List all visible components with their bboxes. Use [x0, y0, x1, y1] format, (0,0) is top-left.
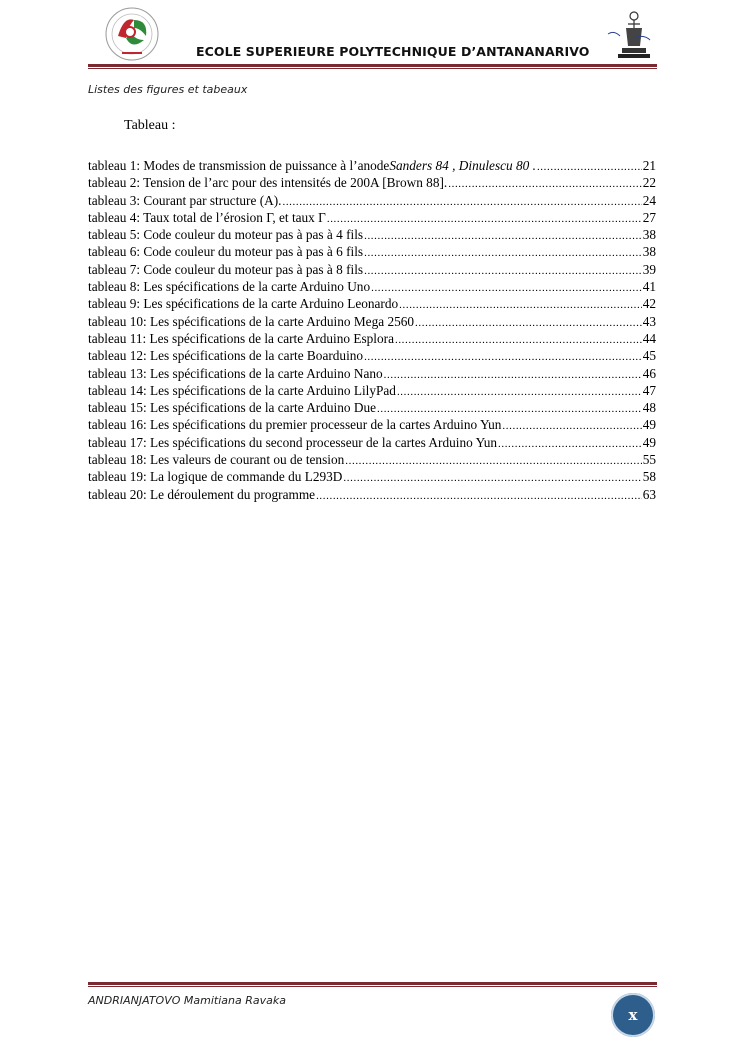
toc-entry[interactable] [88, 261, 656, 278]
toc-entry-label: tableau 2: Tension de l’arc pour des intensités de 200A [Brown 88]. [88, 175, 448, 191]
toc-leader-dots [498, 434, 642, 453]
toc-leader-dots [282, 192, 641, 211]
toc-entry-label: tableau 10: Les spécifications de la carte Arduino Mega 2560 [88, 313, 415, 329]
toc-leader-dots [364, 261, 642, 280]
toc-leader-dots [343, 468, 641, 487]
toc-leader-dots [316, 486, 642, 505]
toc-entry-label: tableau 7: Code couleur du moteur pas à pas à 8 fils [88, 261, 364, 277]
toc-leader-dots [345, 451, 641, 470]
toc-entry-label: tableau 5: Code couleur du moteur pas à pas à 4 fils [88, 227, 364, 243]
toc-entry-page: 44 [642, 330, 656, 346]
toc-entry-page: 58 [642, 469, 656, 485]
toc-entry-page: 49 [642, 417, 656, 433]
toc-entry-page: 39 [642, 261, 656, 277]
toc-leader-dots [364, 347, 642, 366]
toc-entry-label: tableau 12: Les spécifications de la carte Boarduino [88, 348, 364, 364]
toc-entry[interactable] [88, 330, 656, 347]
page-number-badge: x [611, 993, 655, 1037]
toc-entry-page: 21 [642, 158, 656, 173]
toc-leader-dots [502, 416, 641, 435]
toc-leader-dots [397, 382, 642, 401]
toc-entry-page: 55 [642, 452, 656, 468]
toc-entry-label: tableau 19: La logique de commande du L293D [88, 469, 343, 485]
toc-entry-label: tableau 6: Code couleur du moteur pas à pas à 6 fils [88, 244, 364, 260]
toc-entry[interactable] [88, 347, 656, 364]
toc-leader-dots [395, 330, 642, 349]
subheading: Tableau : [124, 118, 176, 133]
toc-entry[interactable] [88, 313, 656, 330]
toc-entry[interactable] [88, 295, 656, 312]
toc-leader-dots [537, 157, 642, 176]
footer-rule [88, 982, 657, 985]
toc-entry-page: 45 [642, 348, 656, 364]
toc-leader-dots [377, 399, 642, 418]
toc-entry-label: tableau 11: Les spécifications de la carte Arduino Esplora [88, 330, 394, 346]
toc-entry-page: 38 [642, 227, 656, 243]
toc-entry[interactable] [88, 451, 656, 468]
toc-entry[interactable] [88, 192, 656, 209]
toc-leader-dots [448, 174, 641, 193]
toc-entry[interactable] [88, 486, 656, 503]
toc-entry-label: tableau 14: Les spécifications de la carte Arduino LilyPad [88, 382, 396, 398]
department-logo [604, 8, 652, 62]
toc-entry[interactable] [88, 209, 656, 226]
header-rule-thin [88, 68, 657, 69]
toc-entry-page: 27 [642, 209, 656, 225]
section-label: Listes des figures et tabeaux [88, 83, 248, 96]
toc-entry[interactable] [88, 226, 656, 243]
toc-entry-page: 49 [642, 434, 656, 450]
toc-entry-label: tableau 17: Les spécifications du second processeur de la cartes Arduino Yun [88, 434, 497, 450]
toc-leader-dots [364, 226, 642, 245]
toc-entry-page: 22 [642, 175, 656, 191]
toc-entry[interactable] [88, 399, 656, 416]
toc-leader-dots [371, 278, 642, 297]
toc-entry-label: tableau 1: Modes de transmission de puissance à l’anode [88, 158, 390, 173]
toc-entry-page: 42 [642, 296, 656, 312]
toc-entry[interactable] [88, 278, 656, 295]
toc-entry[interactable] [88, 243, 656, 260]
footer-rule-thin [88, 986, 657, 987]
toc-entry-page: 48 [642, 400, 656, 416]
toc-entry-page: 43 [642, 313, 656, 329]
toc-entry-label: tableau 3: Courant par structure (A). [88, 192, 282, 208]
header-rule [88, 64, 657, 67]
toc-entry[interactable] [88, 416, 656, 433]
toc-entry-citation: Sanders 84 , Dinulescu 80 . [389, 158, 536, 173]
toc-entry[interactable] [88, 434, 656, 451]
toc-entry-label: tableau 8: Les spécifications de la carte Arduino Uno [88, 279, 371, 295]
toc-entry-label: tableau 15: Les spécifications de la carte Arduino Due [88, 400, 376, 416]
toc-entry[interactable] [88, 174, 656, 191]
institution-title: ECOLE SUPERIEURE POLYTECHNIQUE D’ANTANANARIVO [196, 44, 590, 59]
toc-entry-page: 47 [642, 382, 656, 398]
toc-leader-dots [384, 365, 642, 384]
toc-entry-page: 38 [642, 244, 656, 260]
toc-entry-page: 41 [642, 279, 656, 295]
toc-entry-label: tableau 16: Les spécifications du premier processeur de la cartes Arduino Yun [88, 417, 502, 433]
toc-entry-label: tableau 20: Le déroulement du programme [88, 486, 316, 502]
toc-leader-dots [415, 313, 642, 332]
toc-entry-page: 46 [642, 365, 656, 381]
school-logo [104, 6, 160, 62]
toc-leader-dots [327, 209, 642, 228]
toc-leader-dots [399, 295, 642, 314]
toc-entry-label: tableau 4: Taux total de l’érosion Γ, et taux Γ [88, 209, 326, 225]
toc-entry-label: tableau 9: Les spécifications de la carte Arduino Leonardo [88, 296, 399, 312]
toc-leader-dots [364, 243, 642, 262]
toc-entry-label: tableau 13: Les spécifications de la carte Arduino Nano [88, 365, 383, 381]
toc-entry-page: 24 [642, 192, 656, 208]
toc-entry-label: tableau 18: Les valeurs de courant ou de tension [88, 452, 345, 468]
footer-author: ANDRIANJATOVO Mamitiana Ravaka [88, 994, 286, 1007]
table-list [88, 157, 656, 503]
toc-entry[interactable] [88, 468, 656, 485]
toc-entry[interactable] [88, 365, 656, 382]
toc-entry[interactable] [88, 157, 656, 174]
toc-entry[interactable] [88, 382, 656, 399]
toc-entry-page: 63 [642, 486, 656, 502]
